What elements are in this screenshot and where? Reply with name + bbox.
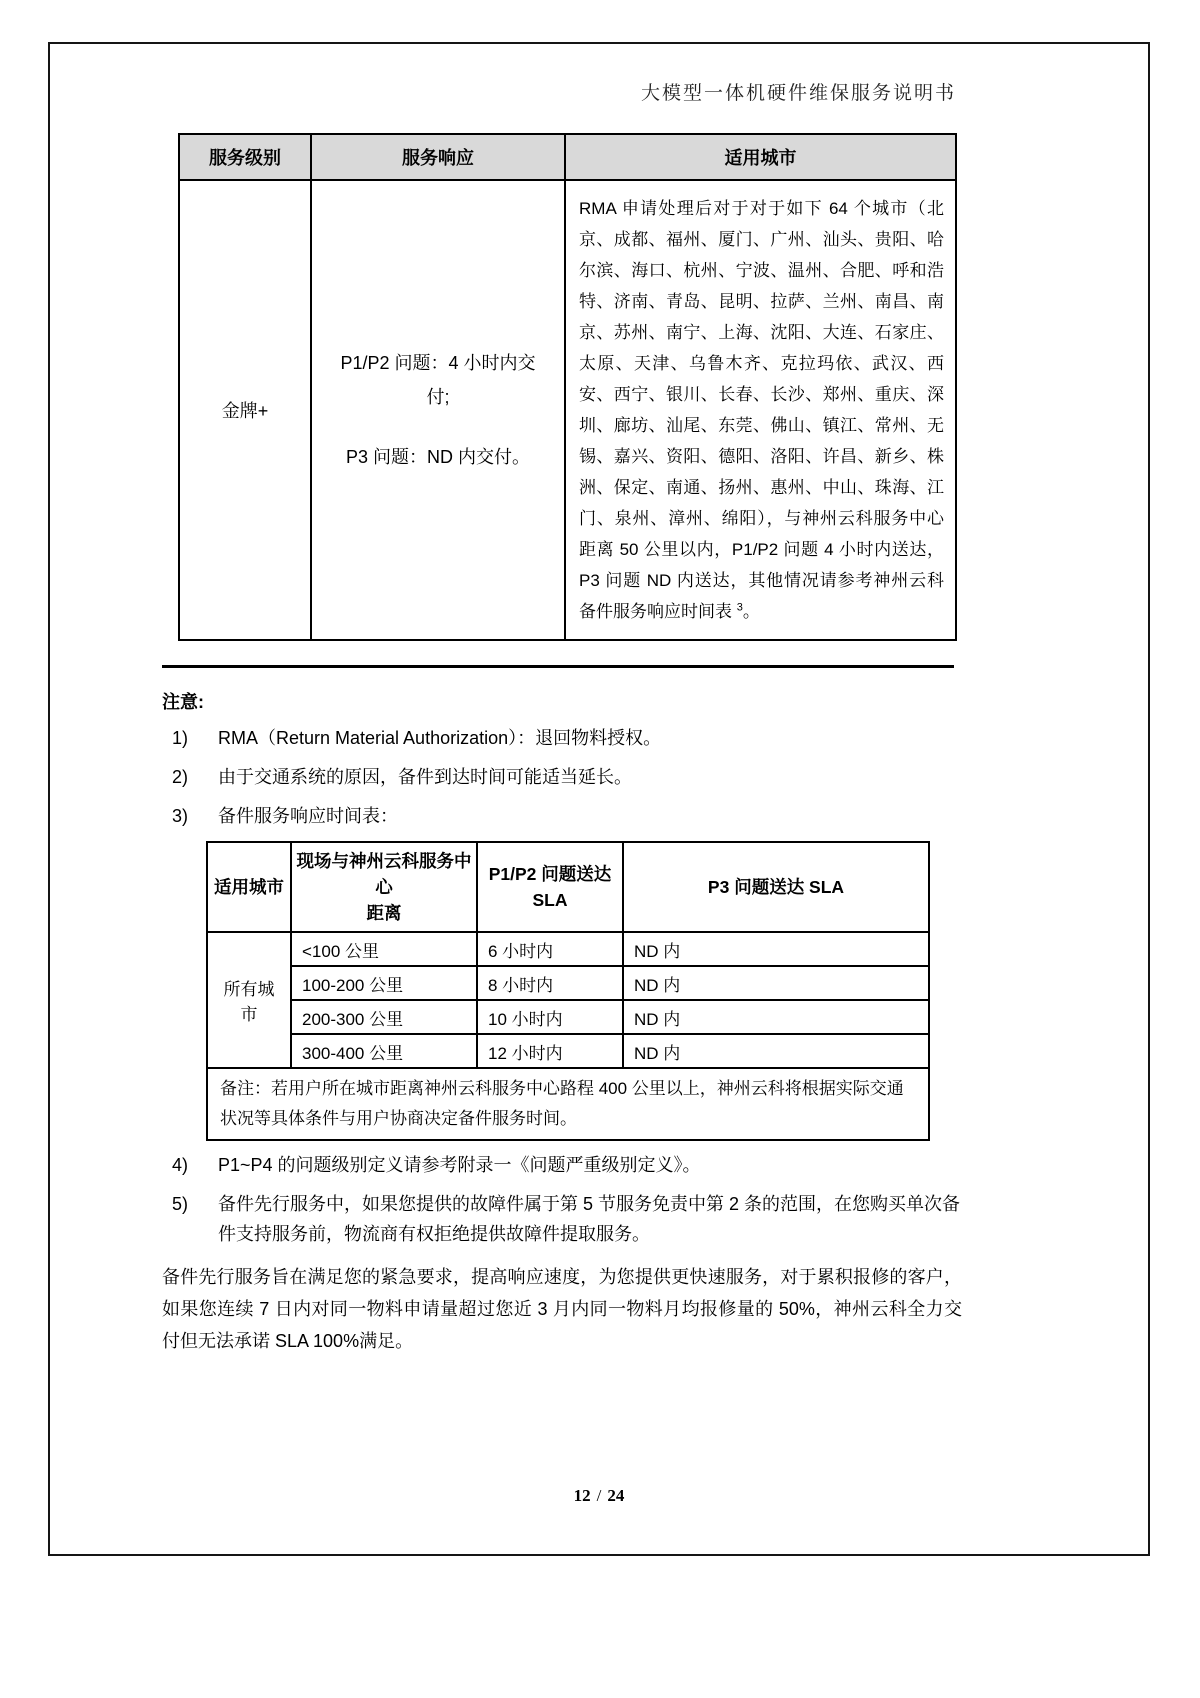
footnote-ref: 3: [736, 601, 743, 614]
service-table-col-level: 服务级别: [179, 134, 311, 180]
sla-table-row: [207, 932, 929, 966]
sla-remark-cell: 备注：若用户所在城市距离神州云科服务中心路程 400 公里以上，神州云科将根据实际交通状况等具体条件与用户协商决定备件服务时间。: [207, 1068, 929, 1140]
sla-table: [206, 841, 930, 1141]
response-p12-text: P1/P2 问题：4 小时内交付;: [340, 353, 536, 407]
sla-col-city: [207, 842, 291, 932]
sla-table-row: [207, 1000, 929, 1034]
sla-table-remark-row: [207, 1068, 929, 1140]
service-table: [178, 133, 957, 641]
doc-header-title: 大模型一体机硬件维保服务说明书: [640, 83, 956, 104]
closing-paragraph: 备件先行服务旨在满足您的紧急要求，提高响应速度，为您提供更快速服务，对于累积报修的客户，如果您连续 7 日内对同一物料申请量超过您近 3 月内同一物料月均报修量的 50%，神州云科全力交付但无法承诺 SLA 100%满足。: [162, 1267, 962, 1351]
sla-header-line: SLA: [532, 890, 568, 910]
note-item: [172, 1150, 1148, 1180]
page-footer: [50, 1486, 1148, 1506]
page-number-separator: /: [596, 1486, 602, 1505]
note-text: 备件先行服务中，如果您提供的故障件属于第 5 节服务免责中第 2 条的范围，在您购买单次备件支持服务前，物流商有权拒绝提供故障件提取服务。: [218, 1194, 961, 1244]
sla-header-line: 现场与神州云科服务中心: [296, 851, 472, 897]
note-text: P1~P4 的问题级别定义请参考附录一《问题严重级别定义》。: [218, 1155, 701, 1175]
note-text: 备件服务响应时间表：: [218, 806, 398, 826]
page-number-total: 24: [607, 1486, 625, 1505]
applicable-cities-cell: [565, 180, 956, 640]
note-item: [172, 1189, 1148, 1249]
note-number: 5): [172, 1194, 189, 1214]
service-table-row: [179, 180, 956, 640]
sla-p12-cell: 6 小时内: [477, 932, 623, 966]
section-divider: [162, 665, 954, 668]
page-frame: [48, 42, 1150, 1556]
sla-p12-cell: 10 小时内: [477, 1000, 623, 1034]
sla-col-p3: [623, 842, 929, 932]
note-item: [172, 762, 1148, 792]
response-p3-text: P3 问题：ND 内交付。: [345, 447, 531, 467]
sla-col-p12: [477, 842, 623, 932]
service-table-header-row: [179, 134, 956, 180]
sla-p12-cell: 12 小时内: [477, 1034, 623, 1068]
sla-p3-cell: ND 内: [623, 1000, 929, 1034]
sla-city-group-cell: 所有城市: [207, 932, 291, 1068]
note-number: 3): [172, 806, 189, 826]
sla-p3-cell: ND 内: [623, 932, 929, 966]
note-item: [172, 801, 1148, 831]
service-table-col-cities: 适用城市: [565, 134, 956, 180]
sla-distance-cell: 300-400 公里: [291, 1034, 477, 1068]
note-text: RMA（Return Material Authorization）：退回物料授权。: [218, 728, 662, 748]
service-level-cell: 金牌+: [179, 180, 311, 640]
sla-table-row: [207, 1034, 929, 1068]
sla-col-distance: [291, 842, 477, 932]
sla-header-line: P1/P2 问题送达: [488, 864, 612, 884]
service-table-col-response: 服务响应: [311, 134, 565, 180]
sla-p3-cell: ND 内: [623, 966, 929, 1000]
sla-distance-cell: 200-300 公里: [291, 1000, 477, 1034]
note-item: [172, 723, 1148, 753]
sla-header-line: 适用城市: [214, 877, 284, 897]
sla-p12-cell: 8 小时内: [477, 966, 623, 1000]
cities-text: RMA 申请处理后对于对于如下 64 个城市（北京、成都、福州、厦门、广州、汕头、贵阳、哈尔滨、海口、杭州、宁波、温州、合肥、呼和浩特、济南、青岛、昆明、拉萨、兰州、南昌、南京、苏州、南宁、上海、沈阳、大连、石家庄、太原、天津、乌鲁木齐、克拉玛依、武汉、西安、西宁、银川、长春、长沙、郑州、重庆、深圳、廊坊、汕尾、东莞、佛山、镇江、常州、无锡、嘉兴、资阳、德阳、洛阳、许昌、新乡、株洲、保定、南通、扬州、惠州、中山、珠海、江门、泉州、漳州、绵阳），与神州云科服务中心距离 50 公里以内，P1/P2 问题 4 小时内送达，P3 问题 ND 内送达，其他情况请参考神州云科备件服务响应时间表: [579, 199, 944, 621]
sla-header-line: 距离: [366, 903, 402, 923]
note-number: 2): [172, 767, 189, 787]
sla-table-row: [207, 966, 929, 1000]
response-gap: [336, 414, 540, 440]
sla-distance-cell: 100-200 公里: [291, 966, 477, 1000]
note-text: 由于交通系统的原因，备件到达时间可能适当延长。: [218, 767, 632, 787]
sla-p3-cell: ND 内: [623, 1034, 929, 1068]
sla-header-line: P3 问题送达 SLA: [707, 877, 845, 897]
note-number: 4): [172, 1155, 189, 1175]
sla-table-header-row: [207, 842, 929, 932]
note-number: 1): [172, 728, 189, 748]
sla-distance-cell: <100 公里: [291, 932, 477, 966]
page-number-current: 12: [573, 1486, 591, 1505]
notes-heading: 注意:: [162, 692, 204, 712]
cities-suffix: 。: [742, 602, 760, 621]
service-response-cell: [311, 180, 565, 640]
